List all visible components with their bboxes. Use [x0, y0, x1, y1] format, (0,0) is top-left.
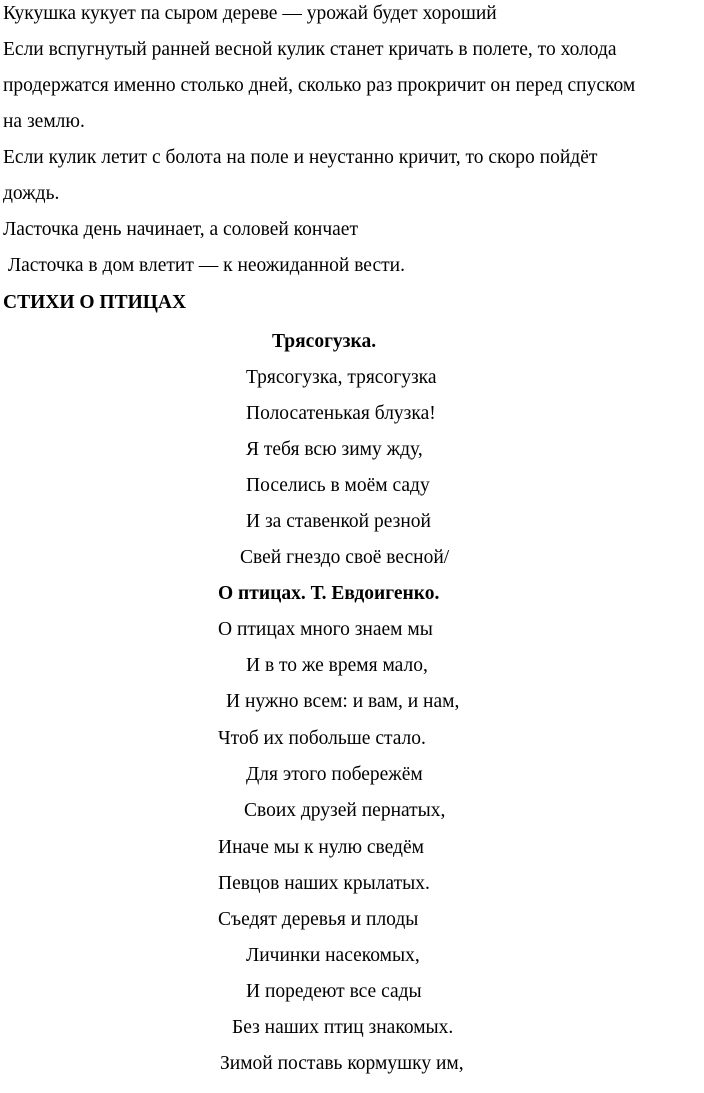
- poem-line: Съедят деревья и плоды: [218, 909, 419, 930]
- sign-line: Ласточка в дом влетит — к неожиданной вести.: [3, 255, 405, 276]
- poem-line: Личинки насекомых,: [246, 945, 420, 966]
- poem-line: Без наших птиц знакомых.: [232, 1017, 454, 1038]
- sign-line: Если вспугнутый ранней весной кулик станет кричать в полете, то холода: [3, 39, 617, 60]
- poem-line: Для этого побережём: [246, 764, 423, 785]
- sign-line: продержатся именно столько дней, сколько раз прокричит он перед спуском: [3, 75, 636, 96]
- poem-line: Иначе мы к нулю сведём: [218, 837, 424, 858]
- poem-title: Трясогузка.: [272, 331, 377, 352]
- poem-title: О птицах. Т. Евдоигенко.: [218, 583, 440, 604]
- poem-line: И в то же время мало,: [246, 655, 428, 676]
- sign-line: дождь.: [3, 183, 60, 204]
- poem-line: Чтоб их побольше стало.: [218, 728, 426, 749]
- poem-line: Свей гнездо своё весной/: [240, 547, 450, 568]
- poem-line: Поселись в моём саду: [246, 475, 430, 496]
- sign-line: Кукушка кукует па сыром дереве — урожай будет хороший: [3, 3, 497, 24]
- sign-line: Ласточка день начинает, а соловей кончает: [3, 219, 358, 240]
- poem-line: О птицах много знаем мы: [218, 619, 433, 640]
- poem-line: Своих друзей пернатых,: [244, 800, 446, 821]
- sign-line: на землю.: [3, 111, 85, 132]
- poem-line: Зимой поставь кормушку им,: [220, 1053, 464, 1074]
- section-heading: СТИХИ О ПТИЦАХ: [3, 292, 187, 313]
- poem-line: Я тебя всю зиму жду,: [246, 439, 423, 460]
- poem-line: Трясогузка, трясогузка: [246, 367, 437, 388]
- poem-line: И нужно всем: и вам, и нам,: [226, 691, 460, 712]
- poem-line: Полосатенькая блузка!: [246, 403, 436, 424]
- poem-line: И поредеют все сады: [246, 981, 422, 1002]
- poem-line: И за ставенкой резной: [246, 511, 431, 532]
- sign-line: Если кулик летит с болота на поле и неустанно кричит, то скоро пойдёт: [3, 147, 598, 168]
- poem-line: Певцов наших крылатых.: [218, 873, 430, 894]
